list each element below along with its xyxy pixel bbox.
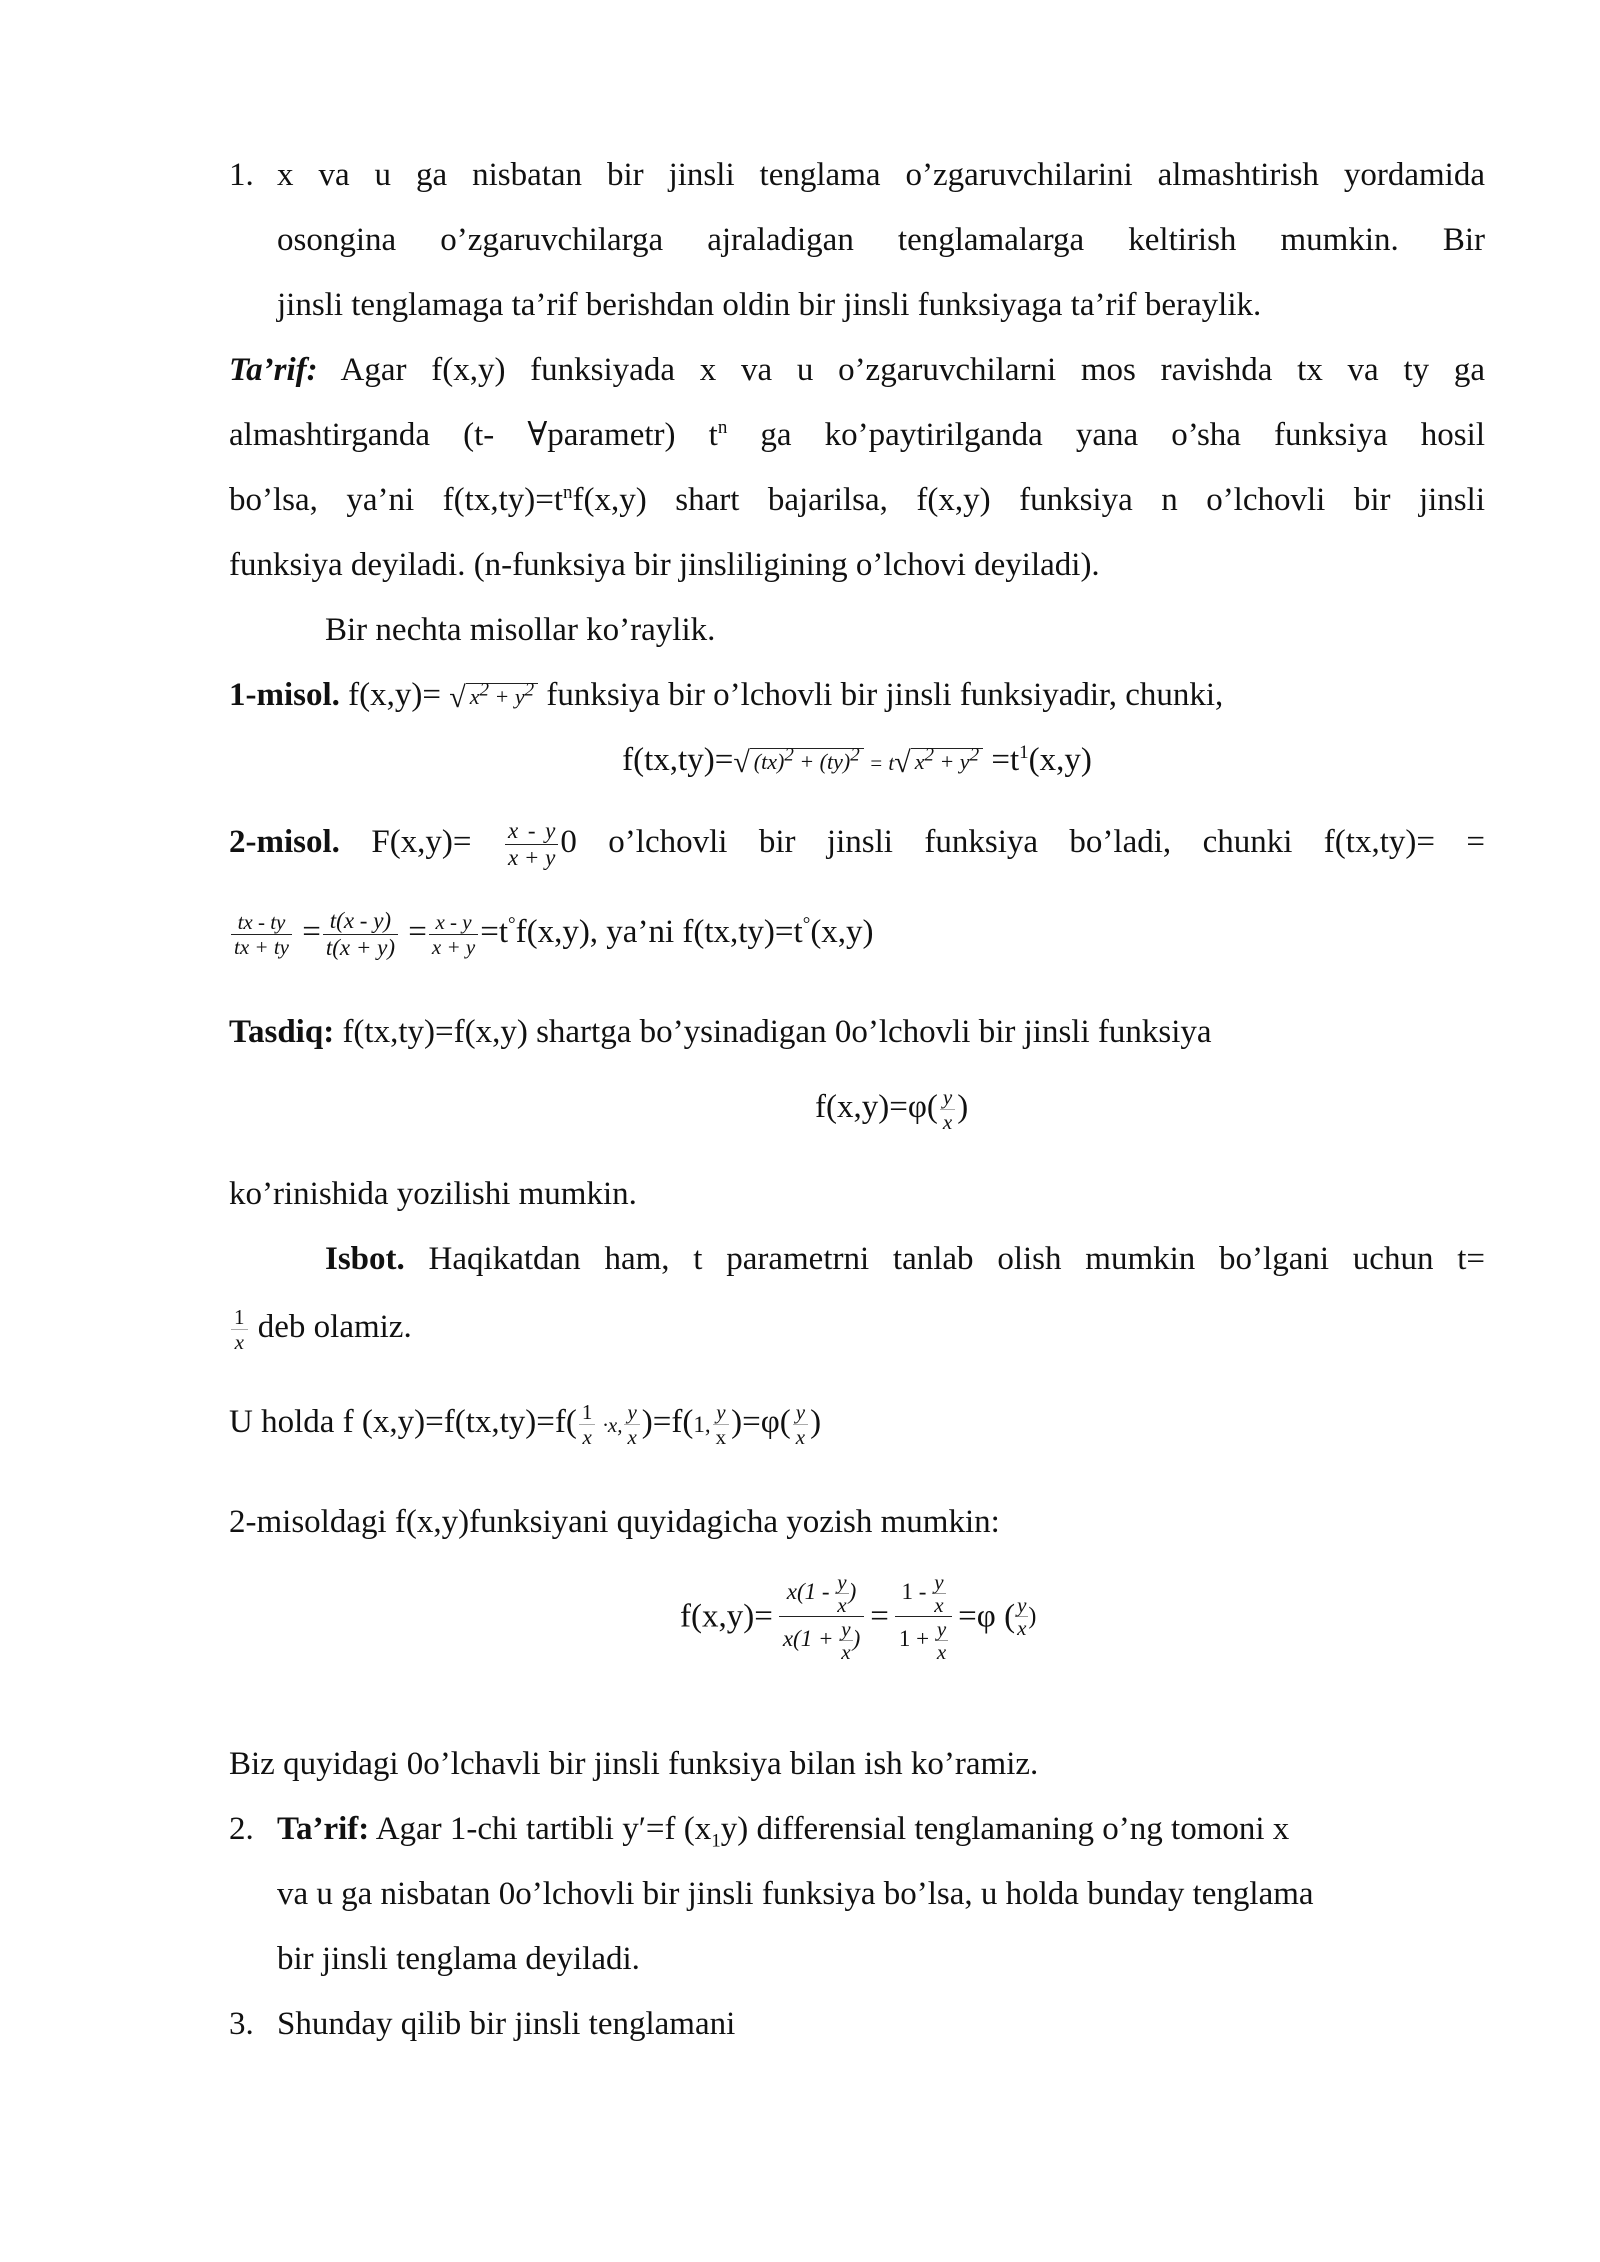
- definition-text-1: Agar f(x,y) funksiyada x va u o’zgaruvchilarni mos ravishda tx va ty ga: [317, 352, 1485, 388]
- one-plain: 1,: [693, 1412, 711, 1438]
- n1b: ): [848, 1579, 857, 1604]
- fraction: [624, 1400, 639, 1449]
- proof-holda: [229, 1400, 1485, 1460]
- denominator: x: [715, 1425, 727, 1449]
- big-denominator: [779, 1617, 864, 1663]
- numerator: x - y: [429, 910, 478, 935]
- item1-line3: jinsli tenglamaga ta’rif berishdan oldin bir jinsli funksiyaga ta’rif beraylik.: [277, 287, 1262, 323]
- fraction: [940, 1085, 955, 1134]
- statement-label: Tasdiq:: [229, 1014, 335, 1050]
- definition-text-2a: almashtirganda (t- ∀parametr) t: [229, 417, 718, 453]
- phi-lead: =φ (: [958, 1598, 1016, 1635]
- sup-2: 2: [784, 744, 794, 766]
- big-numerator: [895, 1570, 952, 1617]
- nested-den: x: [1017, 1616, 1027, 1641]
- big-fraction: [779, 1570, 864, 1663]
- item2-text-1a: Agar 1-chi tartibli y′=f (x: [369, 1811, 712, 1847]
- fraction: [429, 910, 478, 959]
- example1-label: 1-misol.: [229, 677, 340, 713]
- numerator: x - y: [505, 818, 558, 845]
- nested-fraction: [839, 1618, 852, 1663]
- end-a: =t: [480, 914, 508, 951]
- formula-lead: f(x,y)=φ(: [815, 1089, 938, 1126]
- numerator: y: [624, 1400, 639, 1425]
- n2a: 1 -: [901, 1579, 933, 1604]
- item3-line1: Shunday qilib bir jinsli tenglamani: [277, 2006, 736, 2042]
- fraction: [323, 908, 398, 961]
- sup-2: 2: [969, 744, 980, 766]
- example1-line: [229, 673, 1485, 719]
- example2-label: 2-misol.: [229, 824, 340, 861]
- sqrt-formula: √ $x^2 + y^2$: [894, 740, 983, 785]
- sqrt-mid: + y: [933, 748, 970, 774]
- definition-line1: [229, 348, 1485, 394]
- holda-d: ): [810, 1404, 822, 1441]
- statement-text: f(tx,ty)=f(x,y) shartga bo’ysinadigan 0o’lchovli bir jinsli funksiya: [334, 1014, 1212, 1050]
- proof-label: Isbot.: [325, 1241, 405, 1277]
- d1b: ): [852, 1626, 861, 1652]
- denominator: x: [582, 1425, 592, 1449]
- item2-line2: va u ga nisbatan 0o’lchovli bir jinsli funksiya bo’lsa, u holda bunday tenglama: [277, 1876, 1314, 1912]
- sqrt-x: x: [914, 748, 925, 774]
- denominator: x + y: [507, 845, 556, 870]
- nested-num: y: [1017, 1593, 1027, 1618]
- item2-line3: bir jinsli tenglama deyiladi.: [277, 1941, 640, 1977]
- definition-line4: funksiya deyiladi. (n-funksiya bir jinsliligining o’lchovi deyiladi).: [229, 547, 1100, 583]
- fraction: [713, 1400, 730, 1449]
- d2a: 1 +: [898, 1626, 935, 1652]
- intro-line: Bir nechta misollar ko’raylik.: [325, 612, 716, 648]
- definition-line2: [229, 413, 1485, 459]
- example2-lead: F(x,y)=: [339, 824, 503, 861]
- power-n: n: [563, 482, 573, 503]
- nested-den: x: [841, 1640, 851, 1665]
- holda-c: )=φ(: [731, 1404, 791, 1441]
- fraction: [579, 1400, 596, 1449]
- holda-a: U holda f (x,y)=f(tx,ty)=f(: [229, 1404, 577, 1441]
- holda-b: )=f(: [641, 1404, 694, 1441]
- proof-text2: deb olamiz.: [249, 1309, 412, 1346]
- fraction: [505, 818, 558, 871]
- proof-text: Haqikatdan ham, t parametrni tanlab olish mumkin bo’lgani uchun t=: [404, 1241, 1485, 1277]
- nested-num: y: [837, 1570, 847, 1595]
- example1-tail: funksiya bir o’lchovli bir jinsli funksiyadir, chunki,: [538, 677, 1224, 713]
- item2-text-1b: y) differensial tenglamaning o’ng tomoni x: [720, 1811, 1290, 1847]
- nested-fraction: [932, 1571, 945, 1616]
- rewrite-lead: f(x,y)=: [680, 1598, 773, 1635]
- nested-fraction: [1015, 1594, 1028, 1639]
- sqrt-formula: √ $x^2 + y^2$: [449, 675, 538, 720]
- d1a: x(1 +: [782, 1626, 840, 1652]
- numerator: y: [793, 1400, 808, 1425]
- nested-den: x: [934, 1593, 944, 1618]
- proof-line2: [229, 1305, 1485, 1365]
- zero-line: Biz quyidagi 0o’lchavli bir jinsli funksiya bilan ish ko’ramiz.: [229, 1746, 1039, 1782]
- denominator: tx + ty: [234, 935, 289, 959]
- numerator: 1: [231, 1305, 248, 1330]
- degree-mark: °: [802, 914, 811, 936]
- numerator: 1: [579, 1400, 596, 1425]
- example2-tail: 0 o’lchovli bir jinsli funksiya bo’ladi, chunki f(tx,ty)= =: [560, 824, 1485, 861]
- eq-tail: =t: [983, 742, 1020, 778]
- numerator: y: [940, 1085, 955, 1110]
- end-c: (x,y): [810, 914, 874, 951]
- example2-derivation: [229, 908, 1485, 968]
- nested-fraction: [835, 1571, 848, 1616]
- big-fraction: [895, 1570, 952, 1663]
- sup-2: 2: [479, 679, 489, 701]
- eq-rad: (tx): [753, 748, 785, 774]
- fraction: [793, 1400, 808, 1449]
- statement-line: [229, 1010, 1485, 1056]
- proof-line: [325, 1237, 1485, 1283]
- nested-num: y: [934, 1570, 944, 1595]
- eq-lead: f(tx,ty)=: [622, 742, 734, 778]
- sqrt-mid: + y: [489, 683, 525, 709]
- item1-line1: x va u ga nisbatan bir jinsli tenglama o’zgaruvchilarini almashtirish yordamida: [277, 157, 1485, 193]
- definition-line3: [229, 478, 1485, 524]
- sqrt-x: x: [469, 683, 480, 709]
- nested-num: y: [936, 1617, 947, 1642]
- big-numerator: [779, 1570, 864, 1617]
- denominator: x: [234, 1330, 244, 1354]
- denominator: x: [795, 1425, 806, 1449]
- equals: =: [400, 914, 427, 951]
- statement-formula: [815, 1085, 1215, 1145]
- phi-close: ): [1028, 1603, 1037, 1630]
- subscript-1: 1: [711, 1830, 721, 1852]
- statement-after: ko’rinishida yozilishi mumkin.: [229, 1176, 637, 1212]
- n1a: x(1 -: [786, 1579, 836, 1604]
- sqrt-formula: √ (tx)$^2$ + (ty)$^2$: [733, 740, 863, 785]
- dot-x: ·x,: [597, 1413, 623, 1438]
- list-number-2: 2.: [229, 1811, 254, 1847]
- nested-den: x: [936, 1640, 947, 1665]
- equals: =: [293, 914, 321, 951]
- denominator: x + y: [431, 935, 476, 959]
- end-b: f(x,y), ya’ni f(tx,ty)=t: [515, 914, 803, 951]
- degree-mark: °: [507, 914, 516, 936]
- example1-equation: [229, 738, 1485, 784]
- power-n: n: [717, 417, 728, 438]
- rewrite-formula: [680, 1570, 1280, 1720]
- list-number-1: 1.: [229, 157, 254, 193]
- eq-rad2: + (ty): [793, 748, 851, 774]
- nested-den: x: [837, 1593, 847, 1618]
- item2-line1: [277, 1807, 1485, 1853]
- sup-2: 2: [924, 744, 934, 766]
- fraction: [231, 1305, 248, 1354]
- formula-end: ): [957, 1089, 969, 1126]
- denominator: t(x + y): [325, 935, 396, 960]
- sup-1: 1: [1019, 742, 1029, 763]
- item2-label: Ta’rif:: [277, 1811, 370, 1847]
- nested-fraction: [935, 1618, 948, 1663]
- sup-2: 2: [524, 679, 535, 701]
- equals: =: [870, 1598, 889, 1635]
- sup-2: 2: [850, 744, 860, 766]
- denominator: x: [627, 1425, 637, 1449]
- numerator: y: [713, 1400, 730, 1425]
- example1-lead: f(x,y)=: [339, 677, 450, 713]
- denominator: x: [942, 1110, 953, 1134]
- big-denominator: [895, 1617, 952, 1663]
- numerator: tx - ty: [231, 910, 292, 935]
- definition-text-3b: f(x,y) shart bajarilsa, f(x,y) funksiya n o’lchovli bir jinsli: [572, 482, 1485, 518]
- definition-text-3a: bo’lsa, ya’ni f(tx,ty)=t: [229, 482, 564, 518]
- definition-text-2b: ga ko’paytirilganda yana o’sha funksiya hosil: [727, 417, 1485, 453]
- nested-num: y: [841, 1617, 851, 1642]
- numerator: t(x - y): [323, 908, 398, 935]
- rewrite-intro: 2-misoldagi f(x,y)funksiyani quyidagicha yozish mumkin:: [229, 1504, 1000, 1540]
- eq-end: (x,y): [1028, 742, 1092, 778]
- list-number-3: 3.: [229, 2006, 254, 2042]
- fraction: [231, 910, 292, 959]
- item1-line2: osongina o’zgaruvchilarga ajraladigan tenglamalarga keltirish mumkin. Bir: [277, 222, 1485, 258]
- eq-mid: = t: [863, 751, 895, 775]
- example2-line: [229, 818, 1485, 874]
- definition-label: Ta’rif:: [229, 352, 318, 388]
